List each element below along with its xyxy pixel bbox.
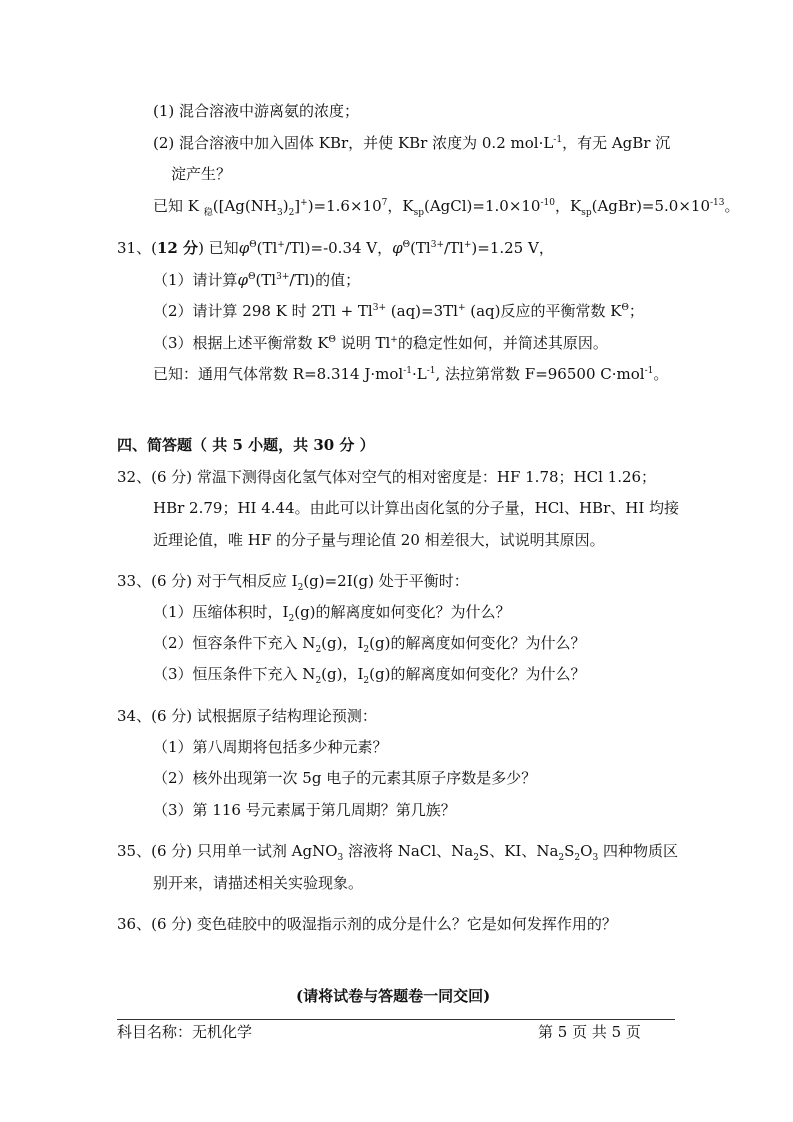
q31-known-constants: 已知：通用气体常数 R=8.314 $J\cdot mol^{-1}\cdot L^{-1}$, 法拉第常数 F=96500 C·mol$^{-1}$。 <box>153 365 669 383</box>
q31-stem: 31、(12 分) 已知$\varphi^\Theta(Tl^+/Tl)=-0.34$ V，$\varphi^\Theta(Tl^{3+}/Tl^+)=1.25$ V， <box>117 239 554 257</box>
q32-line1: 32、(6 分) 常温下测得卤化氢气体对空气的相对密度是：HF 1.78；HCl 1.26； <box>117 468 657 486</box>
q31-part2: （2）请计算 298 K 时 $2Tl + Tl^{3+}$ (aq)=3Tl+ (aq)反应的平衡常数 $K^\Theta$； <box>153 302 644 320</box>
footer-divider <box>117 1019 675 1020</box>
section-heading: 四、简答题（ 共 5 小题，共 30 分 ） <box>117 436 375 454</box>
footer-subject: 科目名称：无机化学 <box>117 1023 253 1041</box>
q36: 36、(6 分) 变色硅胶中的吸湿指示剂的成分是什么？它是如何发挥作用的？ <box>117 915 617 933</box>
q33-stem: 33、(6 分) 对于气相反应 $I_2(g)=2I(g)$ 处于平衡时： <box>117 572 469 593</box>
q35-line1: 35、(6 分) 只用单一试剂 AgNO$_3$ 溶液将 NaCl、$Na_2S$、KI、$Na_2S_2O_3$ 四种物质区 <box>117 842 678 863</box>
q34-stem: 34、(6 分) 试根据原子结构理论预测： <box>117 707 377 725</box>
q33-part1: （1）压缩体积时，$I_2(g)$的解离度如何变化？为什么？ <box>153 603 511 624</box>
q34-part1: （1）第八周期将包括多少种元素？ <box>153 738 388 756</box>
q30-part2-cont: 淀产生？ <box>171 165 232 183</box>
q34-part3: （3）第 116 号元素属于第几周期？第几族？ <box>153 801 456 819</box>
q31-part1: （1）请计算$\varphi^\Theta(Tl^{3+}/Tl)$的值； <box>153 271 361 289</box>
footer-note: (请将试卷与答题卷一同交回) <box>296 987 491 1005</box>
q30-part1: (1) 混合溶液中游离氨的浓度； <box>153 102 360 120</box>
footer-page-number: 第 5 页 共 5 页 <box>538 1023 641 1041</box>
q33-part2: （2）恒容条件下充入 $N_2(g)$，$I_2(g)$的解离度如何变化？为什么？ <box>153 634 586 655</box>
q34-part2: （2）核外出现第一次 5g 电子的元素其原子序数是多少？ <box>153 769 537 787</box>
q35-line2: 别开来，请描述相关实验现象。 <box>153 874 364 892</box>
q32-line3: 近理论值，唯 HF 的分子量与理论值 20 相差很大，试说明其原因。 <box>153 531 605 549</box>
q32-line2: HBr 2.79；HI 4.44。由此可以计算出卤化氢的分子量，HCl、HBr、HI 均接 <box>153 499 680 517</box>
q30-known-constants: 已知 K $_稳([Ag(NH_3)_2]^+)=1.6\times 10^7$，$K_{sp}(AgCl)=1.0\times 10^{-10}$，$K_{sp}(AgBr)=5.0\times 10^{-13}$。 <box>153 197 740 218</box>
q33-part3: （3）恒压条件下充入 $N_2(g)$，$I_2(g)$的解离度如何变化？为什么？ <box>153 665 586 686</box>
q31-part3: （3）根据上述平衡常数 $K^\Theta$ 说明 Tl+的稳定性如何，并简述其原因。 <box>153 334 608 352</box>
q30-part2: (2) 混合溶液中加入固体 KBr，并使 KBr 浓度为 0.2 $mol\cdot L^{-1}$，有无 AgBr 沉 <box>153 134 671 152</box>
